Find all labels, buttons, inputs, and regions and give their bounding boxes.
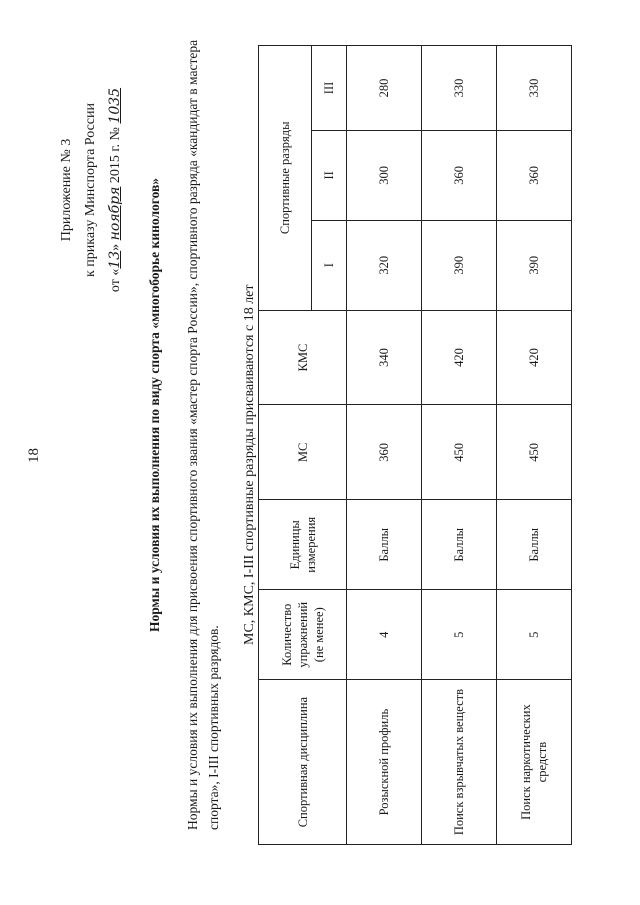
appendix-order-date	[103, 35, 128, 345]
date-mid: »	[108, 243, 123, 251]
cell-count: 5	[422, 590, 497, 680]
cell-count: 5	[497, 590, 572, 680]
appendix-header	[55, 35, 128, 345]
header-ranks: Спортивные разряды	[259, 46, 312, 311]
cell-rank-2: 360	[497, 130, 572, 220]
document-title: Нормы и условия их выполнения по виду спорта «многоборье кинологов»	[147, 177, 162, 633]
header-rank-2: II	[312, 130, 347, 220]
cell-kms: 420	[497, 310, 572, 405]
cell-rank-1: 390	[422, 220, 497, 310]
appendix-order-of: к приказу Минспорта России	[83, 103, 98, 277]
cell-discipline: Поиск наркотических средств	[497, 680, 572, 845]
handwritten-day: 13	[107, 250, 123, 269]
cell-discipline: Розыскной профиль	[347, 680, 422, 845]
cell-count: 4	[347, 590, 422, 680]
cell-rank-1: 390	[497, 220, 572, 310]
table-row	[347, 46, 422, 845]
intro-paragraph: Нормы и условия их выполнения для присвоения спортивного звания «мастер спорта России», спортивного разряда «кандидат в мастера спорта», I-III спортивных разрядов.	[185, 39, 221, 830]
date-prefix: от «	[108, 268, 123, 293]
page-number: 18	[26, 448, 42, 463]
cell-ms: 450	[497, 405, 572, 500]
header-units: Единицы измерения	[259, 500, 347, 590]
cell-rank-3: 280	[347, 46, 422, 131]
cell-discipline: Поиск взрывчатых веществ	[422, 680, 497, 845]
cell-kms: 420	[422, 310, 497, 405]
header-ms: МС	[259, 405, 347, 500]
cell-rank-2: 300	[347, 130, 422, 220]
header-count: Количество упражнений (не менее)	[259, 590, 347, 680]
year-part: 2015 г. №	[108, 127, 123, 184]
norms-table	[258, 45, 572, 845]
cell-rank-3: 330	[422, 46, 497, 131]
age-note: МС, КМС, I-III спортивные разряды присваиваются с 18 лет	[242, 284, 257, 645]
cell-units: Баллы	[497, 500, 572, 590]
handwritten-month: ноября	[107, 186, 123, 241]
cell-kms: 340	[347, 310, 422, 405]
table-row	[497, 46, 572, 845]
table-row	[422, 46, 497, 845]
appendix-title: Приложение № 3	[59, 138, 74, 242]
cell-units: Баллы	[347, 500, 422, 590]
header-kms: КМС	[259, 310, 347, 405]
header-rank-3: III	[312, 46, 347, 131]
cell-rank-1: 320	[347, 220, 422, 310]
header-rank-1: I	[312, 220, 347, 310]
cell-rank-3: 330	[497, 46, 572, 131]
handwritten-order-number: 1035	[107, 87, 123, 124]
cell-ms: 360	[347, 405, 422, 500]
cell-ms: 450	[422, 405, 497, 500]
cell-rank-2: 360	[422, 130, 497, 220]
header-discipline: Спортивная дисциплина	[259, 680, 347, 845]
cell-units: Баллы	[422, 500, 497, 590]
